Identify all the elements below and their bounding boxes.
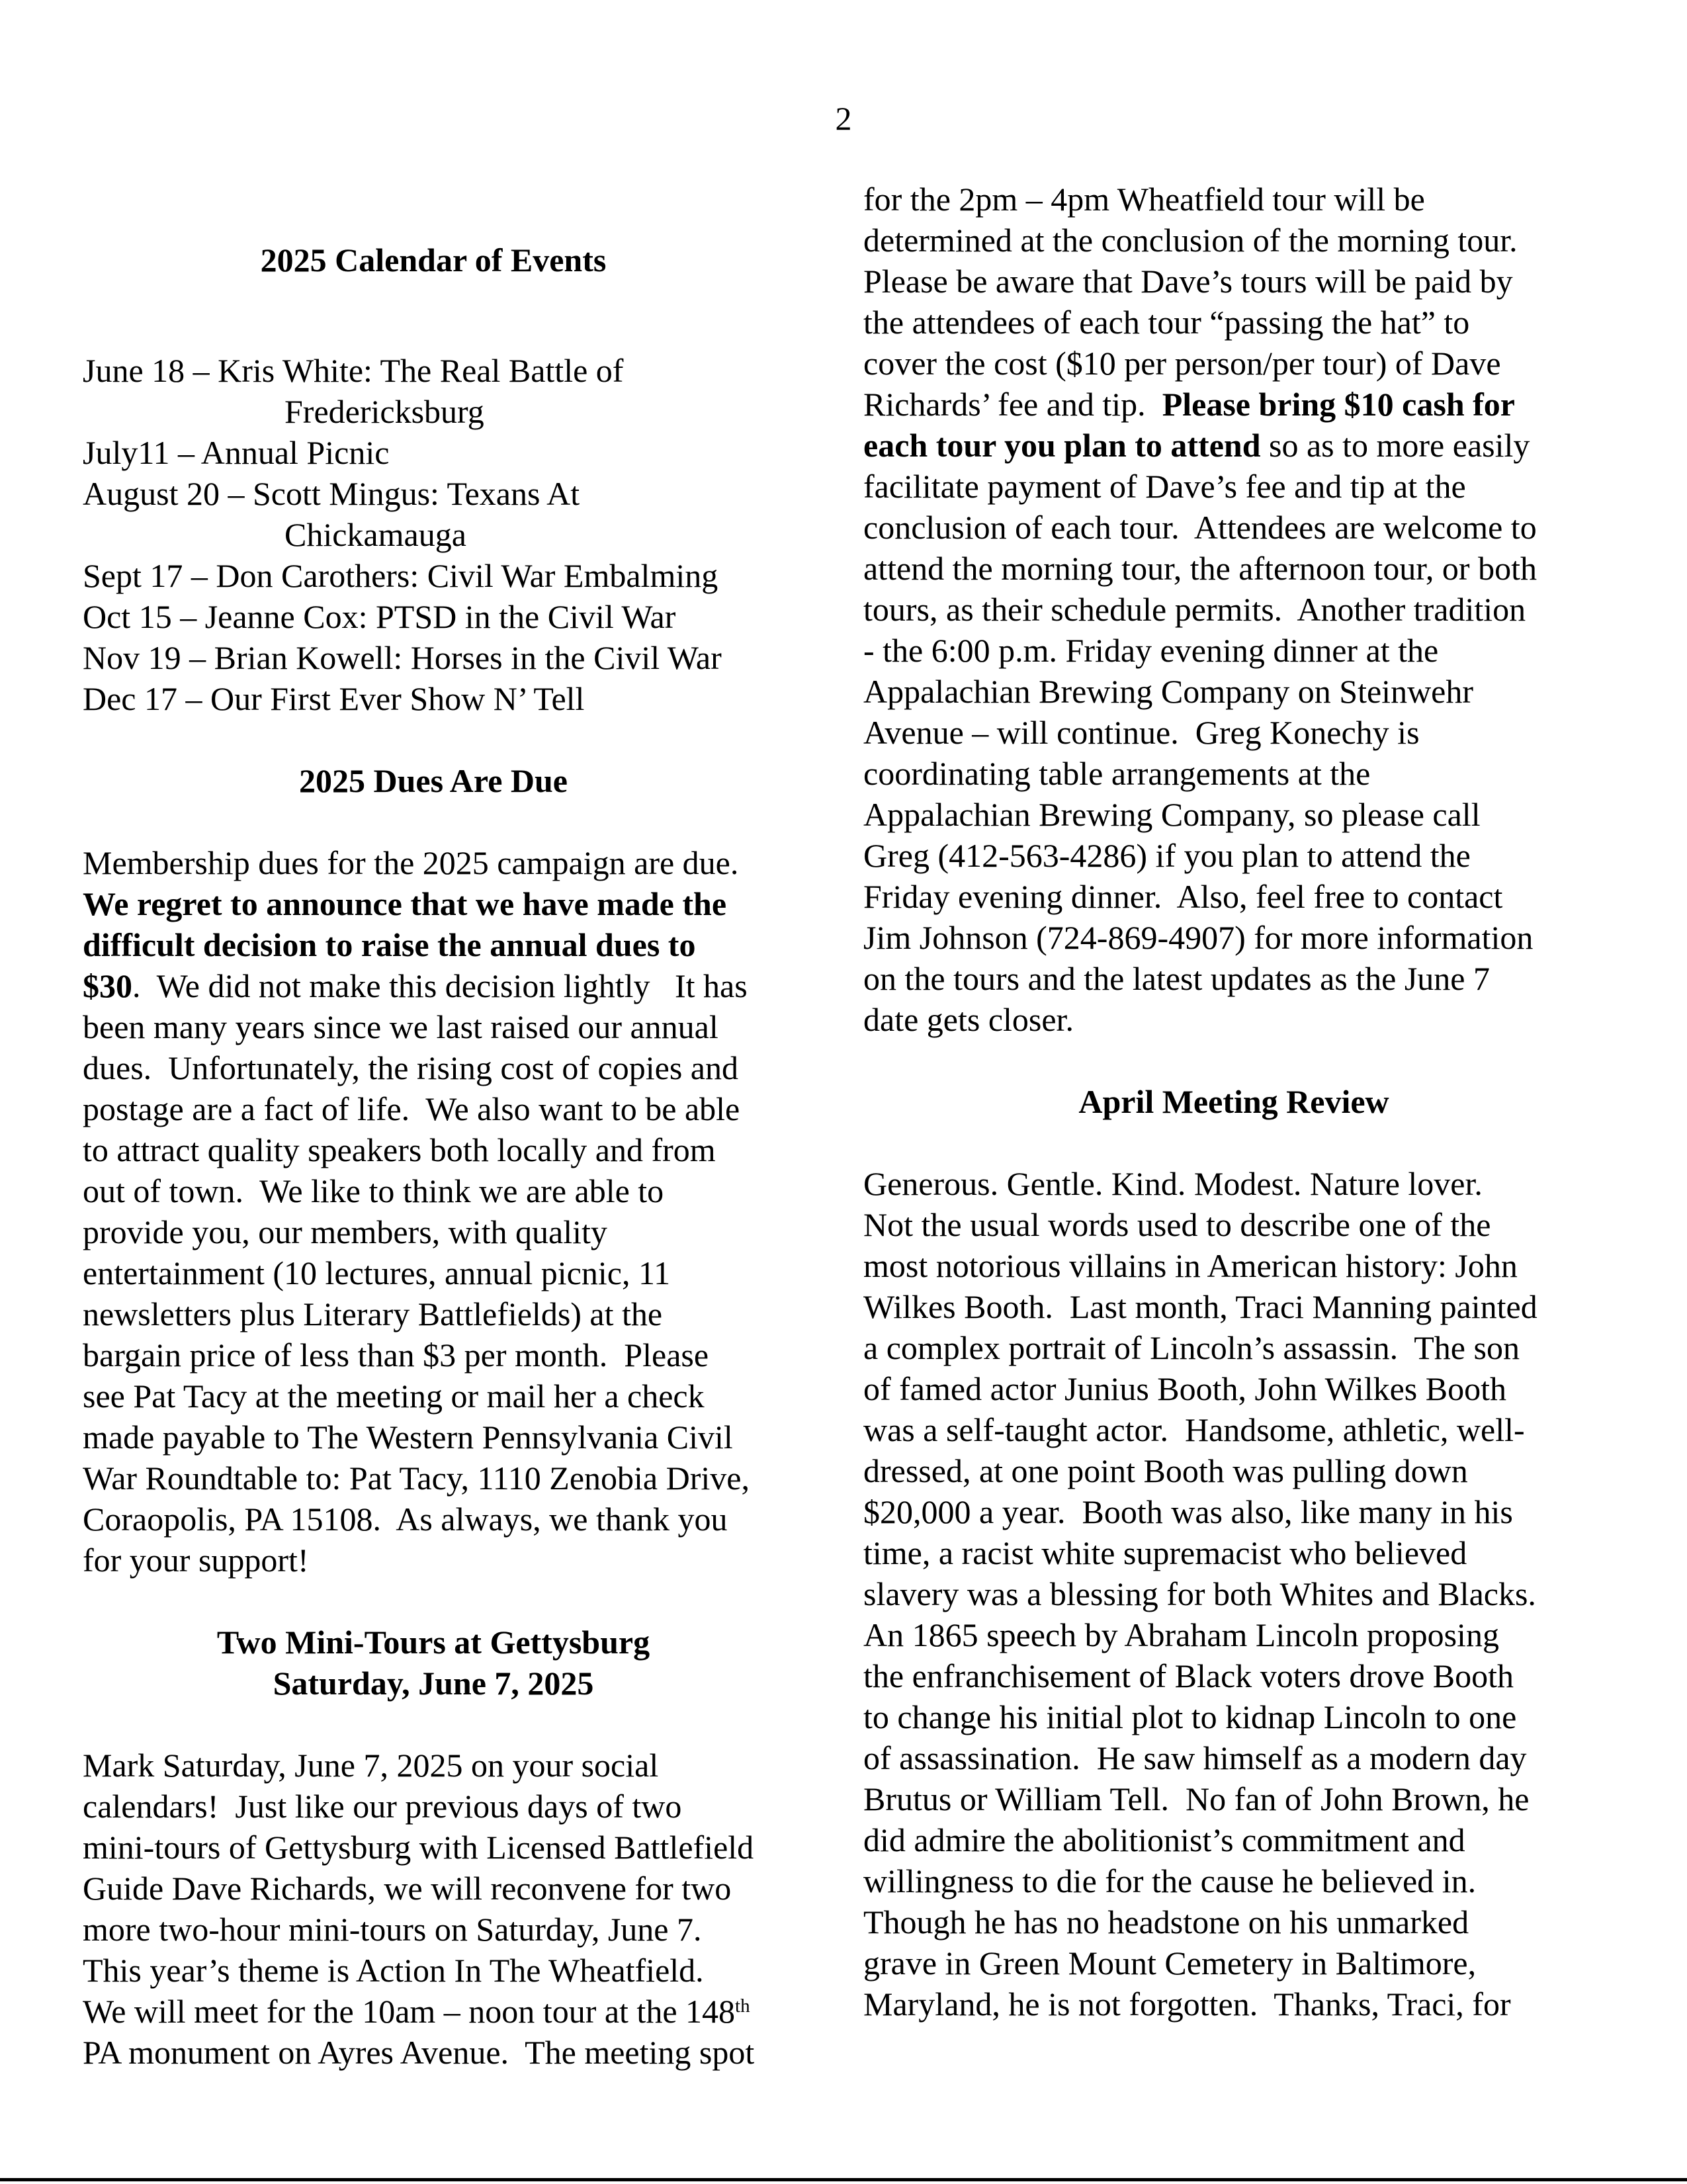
text-line (863, 876, 1604, 917)
text-segment: Wilkes Booth. Last month, Traci Manning painted (863, 1288, 1537, 1325)
text-segment: see Pat Tacy at the meeting or mail her a check (83, 1377, 705, 1415)
bottom-rule (0, 2178, 1687, 2181)
left-column (83, 240, 784, 2114)
text-line (863, 1984, 1604, 2025)
text-segment: postage are a fact of life. We also want to be able (83, 1090, 740, 1127)
text-line (863, 1368, 1604, 1409)
tours-paragraph-continued (863, 179, 1604, 1040)
text-line (863, 220, 1604, 261)
text-line (863, 507, 1604, 548)
text-line (863, 630, 1604, 671)
text-segment: a complex portrait of Lincoln’s assassin. The son (863, 1329, 1520, 1366)
text-line (83, 1458, 784, 1499)
text-segment: date gets closer. (863, 1001, 1074, 1038)
text-line (863, 1696, 1604, 1737)
text-line (863, 671, 1604, 712)
text-segment: Generous. Gentle. Kind. Modest. Nature lover. (863, 1165, 1483, 1202)
text-line (863, 1737, 1604, 1778)
text-segment: for your support! (83, 1542, 309, 1579)
text-line (863, 425, 1604, 466)
text-line (863, 835, 1604, 876)
text-line (863, 466, 1604, 507)
text-segment: to change his initial plot to kidnap Lincoln to one (863, 1698, 1517, 1735)
text-line (863, 1286, 1604, 1327)
text-line (863, 1491, 1604, 1532)
text-segment: was a self-taught actor. Handsome, athletic, well- (863, 1411, 1525, 1448)
text-segment: of assassination. He saw himself as a modern day (863, 1739, 1527, 1776)
text-segment: Chickamauga (284, 516, 466, 553)
text-line (863, 1573, 1604, 1614)
text-line (863, 958, 1604, 999)
text-segment: Membership dues for the 2025 campaign are due. (83, 844, 739, 881)
text-segment: calendars! Just like our previous days of two (83, 1788, 682, 1825)
text-line (863, 548, 1604, 589)
text-line (863, 589, 1604, 630)
text-segment: $20,000 a year. Booth was also, like many in his (863, 1493, 1513, 1530)
text-line (863, 1409, 1604, 1450)
text-line (863, 1204, 1604, 1245)
april-review-heading (863, 1081, 1604, 1122)
text-segment: Friday evening dinner. Also, feel free to contact (863, 878, 1503, 915)
text-line (863, 1778, 1604, 1819)
text-segment: Coraopolis, PA 15108. As always, we thank you (83, 1501, 728, 1538)
text-line (863, 1943, 1604, 1984)
text-line (83, 883, 784, 924)
right-column (863, 179, 1604, 2066)
text-segment: cover the cost ($10 per person/per tour) of Dave (863, 345, 1501, 382)
text-line (83, 1745, 784, 1786)
text-segment: Sept 17 – Don Carothers: Civil War Embalming (83, 557, 718, 594)
text-segment: made payable to The Western Pennsylvania Civil (83, 1419, 733, 1456)
text-segment: 2025 Dues Are Due (298, 762, 568, 799)
text-segment: attend the morning tour, the afternoon tour, or both (863, 550, 1537, 587)
text-segment: bargain price of less than $3 per month. Please (83, 1336, 709, 1374)
text-line (863, 1860, 1604, 1901)
text-segment: dressed, at one point Booth was pulling down (863, 1452, 1468, 1489)
text-line (83, 1868, 784, 1909)
text-segment: mini-tours of Gettysburg with Licensed Battlefield (83, 1829, 754, 1866)
text-segment: for the 2pm – 4pm Wheatfield tour will be (863, 181, 1425, 218)
text-segment: conclusion of each tour. Attendees are welcome to (863, 509, 1537, 546)
text-segment: so as to more easily (1260, 427, 1530, 464)
text-segment: entertainment (10 lectures, annual picnic, 11 (83, 1254, 671, 1291)
text-line (83, 1006, 784, 1047)
heading-line (83, 1663, 784, 1704)
text-segment: Greg (412-563-4286) if you plan to attend the (863, 837, 1471, 874)
text-segment: Dec 17 – Our First Ever Show N’ Tell (83, 680, 585, 717)
text-line (863, 999, 1604, 1040)
dues-paragraph (83, 842, 784, 1581)
text-segment: Nov 19 – Brian Kowell: Horses in the Civil War (83, 639, 722, 676)
text-segment: - the 6:00 p.m. Friday evening dinner at the (863, 632, 1439, 669)
text-segment: Avenue – will continue. Greg Konechy is (863, 714, 1420, 751)
text-line (83, 1499, 784, 1540)
heading-line (83, 760, 784, 801)
text-line (83, 1786, 784, 1827)
text-line (863, 302, 1604, 343)
text-segment: grave in Green Mount Cemetery in Baltimore, (863, 1944, 1477, 1982)
bold-text: $30 (83, 967, 132, 1004)
text-segment: facilitate payment of Dave’s fee and tip at the (863, 468, 1466, 505)
text-line (83, 596, 784, 637)
bold-text: each tour you plan to attend (863, 427, 1261, 464)
text-segment: August 20 – Scott Mingus: Texans At (83, 475, 580, 512)
april-review-paragraph (863, 1163, 1604, 2025)
text-segment: June 18 – Kris White: The Real Battle of (83, 352, 624, 389)
tours-heading (83, 1622, 784, 1704)
text-line (83, 924, 784, 965)
text-segment: Richards’ fee and tip. (863, 386, 1162, 423)
text-line (83, 391, 784, 432)
text-segment: This year’s theme is Action In The Wheatfield. (83, 1952, 704, 1989)
text-segment: Mark Saturday, June 7, 2025 on your social (83, 1747, 659, 1784)
text-line (863, 1450, 1604, 1491)
text-segment: dues. Unfortunately, the rising cost of copies and (83, 1049, 738, 1086)
text-segment: Though he has no headstone on his unmarked (863, 1903, 1469, 1941)
text-segment: Maryland, he is not forgotten. Thanks, Traci, for (863, 1986, 1511, 2023)
text-segment: out of town. We like to think we are able to (83, 1172, 664, 1209)
text-segment: Please be aware that Dave’s tours will be paid by (863, 263, 1513, 300)
text-line (83, 965, 784, 1006)
text-segment: July11 – Annual Picnic (83, 434, 390, 471)
text-line (863, 753, 1604, 794)
text-line (863, 1245, 1604, 1286)
text-line (83, 1088, 784, 1129)
text-segment: to attract quality speakers both locally and from (83, 1131, 716, 1168)
text-segment: slavery was a blessing for both Whites and Blacks. (863, 1575, 1536, 1612)
text-line (83, 1293, 784, 1334)
text-line (863, 179, 1604, 220)
text-line (863, 917, 1604, 958)
text-line (83, 555, 784, 596)
text-segment: We will meet for the 10am – noon tour at the 148 (83, 1993, 736, 2030)
text-line (83, 1950, 784, 1991)
text-line (83, 1417, 784, 1458)
page-number: 2 (835, 100, 852, 137)
text-line (83, 1211, 784, 1252)
text-segment: April Meeting Review (1078, 1083, 1389, 1120)
text-segment: Appalachian Brewing Company on Steinwehr (863, 673, 1474, 710)
text-segment: Brutus or William Tell. No fan of John Brown, he (863, 1780, 1530, 1817)
text-line (83, 1827, 784, 1868)
calendar-heading (83, 240, 784, 281)
heading-line (83, 1622, 784, 1663)
text-segment: time, a racist white supremacist who believed (863, 1534, 1467, 1571)
text-segment: on the tours and the latest updates as the June 7 (863, 960, 1490, 997)
text-line (83, 1047, 784, 1088)
text-line (83, 1252, 784, 1293)
text-segment: Two Mini-Tours at Gettysburg (216, 1624, 650, 1661)
text-segment: coordinating table arrangements at the (863, 755, 1371, 792)
text-line (83, 514, 784, 555)
text-segment: Guide Dave Richards, we will reconvene for two (83, 1870, 732, 1907)
text-segment: tours, as their schedule permits. Another tradition (863, 591, 1526, 628)
text-line (863, 343, 1604, 384)
text-line (83, 1170, 784, 1211)
text-segment: did admire the abolitionist’s commitment and (863, 1821, 1465, 1858)
text-segment: the attendees of each tour “passing the hat” to (863, 304, 1470, 341)
text-segment: War Roundtable to: Pat Tacy, 1110 Zenobia Drive, (83, 1460, 750, 1497)
text-line (83, 637, 784, 678)
text-line (83, 1376, 784, 1417)
bold-text: Please bring $10 cash for (1162, 386, 1515, 423)
dues-heading (83, 760, 784, 801)
text-segment: 2025 Calendar of Events (260, 241, 607, 279)
text-line (863, 1532, 1604, 1573)
text-line (863, 1655, 1604, 1696)
text-line (83, 350, 784, 391)
text-line (863, 794, 1604, 835)
text-segment: Appalachian Brewing Company, so please call (863, 796, 1481, 833)
text-line (83, 2032, 784, 2073)
text-segment: newsletters plus Literary Battlefields) at the (83, 1295, 663, 1332)
text-segment: Oct 15 – Jeanne Cox: PTSD in the Civil War (83, 598, 676, 635)
text-line (83, 1334, 784, 1376)
text-segment: determined at the conclusion of the morning tour. (863, 222, 1518, 259)
text-line (83, 432, 784, 473)
text-line (863, 1901, 1604, 1943)
text-line (83, 1129, 784, 1170)
text-segment: An 1865 speech by Abraham Lincoln proposing (863, 1616, 1499, 1653)
text-line (863, 1327, 1604, 1368)
text-segment: . We did not make this decision lightly It has (132, 967, 748, 1004)
superscript-text: th (735, 1995, 750, 2017)
text-segment: Fredericksburg (284, 393, 484, 430)
text-line (863, 261, 1604, 302)
text-segment: willingness to die for the cause he believed in. (863, 1862, 1477, 1900)
text-line (863, 1614, 1604, 1655)
text-line (863, 1819, 1604, 1860)
text-segment: Not the usual words used to describe one of the (863, 1206, 1491, 1243)
text-line (83, 473, 784, 514)
tours-paragraph (83, 1745, 784, 2073)
text-line (83, 678, 784, 719)
bold-text: We regret to announce that we have made the (83, 885, 727, 922)
text-line (83, 842, 784, 883)
text-segment: PA monument on Ayres Avenue. The meeting spot (83, 2034, 755, 2071)
text-segment: provide you, our members, with quality (83, 1213, 607, 1250)
text-line (863, 1163, 1604, 1204)
text-segment: Jim Johnson (724-869-4907) for more information (863, 919, 1534, 956)
text-line (83, 1909, 784, 1950)
text-segment: the enfranchisement of Black voters drove Booth (863, 1657, 1514, 1694)
text-segment: Saturday, June 7, 2025 (273, 1665, 594, 1702)
text-segment: most notorious villains in American history: John (863, 1247, 1518, 1284)
text-line (863, 712, 1604, 753)
text-line (83, 1540, 784, 1581)
text-segment: of famed actor Junius Booth, John Wilkes Booth (863, 1370, 1506, 1407)
text-line (863, 384, 1604, 425)
text-segment: more two-hour mini-tours on Saturday, June 7. (83, 1911, 702, 1948)
text-segment: been many years since we last raised our annual (83, 1008, 718, 1045)
heading-line (83, 240, 784, 281)
calendar-list (83, 350, 784, 719)
heading-line (863, 1081, 1604, 1122)
bold-text: difficult decision to raise the annual dues to (83, 926, 696, 963)
text-line (83, 1991, 784, 2032)
